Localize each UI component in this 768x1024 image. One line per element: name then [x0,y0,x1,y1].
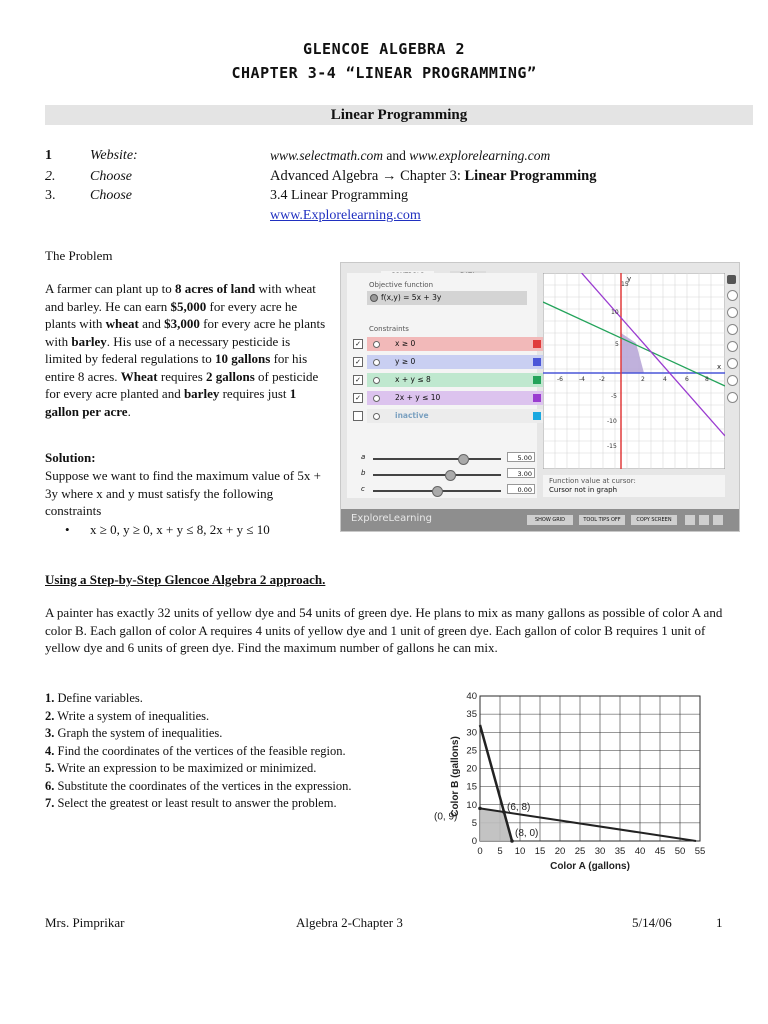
cursor-readout [543,475,725,497]
radio-icon[interactable] [373,395,380,402]
gizmo-tick-x: -2 [599,376,605,383]
problem-paragraph: A farmer can plant up to 8 acres of land with wheat and barley. He can earn $5,000 for every acre he plants with wheat and $3,000 for every acre he plants with barley. His use of a necessary pesticide is limited by federal regulations to 10 gallons for his entire 8 acres. Wheat requires 2 gallons of pesticide for every acre planted and barley requires just 1 gallon per acre. [45,281,326,419]
slider-thumb[interactable] [445,470,456,481]
constraint-row[interactable] [355,373,545,387]
problem-heading: The Problem [45,248,113,263]
tool-tips-button[interactable]: TOOL TIPS OFF [579,515,625,525]
x-tick-label: 10 [514,846,526,857]
objective-field[interactable] [367,291,527,305]
and-text: and [382,148,410,163]
radio-icon [370,294,378,302]
gizmo-tick-y: -5 [611,393,617,400]
constraint-text: 2x + y ≤ 10 [395,393,441,402]
step-text: Substitute the coordinates of the vertices in the expression. [54,778,352,793]
gizmo-footer [341,509,739,531]
gizmo-tick-x: 6 [685,376,689,383]
x-tick-label: 20 [554,846,566,857]
glencoe-chart [430,684,730,876]
y-tick-label: 20 [466,763,477,775]
y-tick-label: 35 [466,709,477,721]
glencoe-step [45,743,430,761]
gizmo-x-label: x [717,363,722,371]
step-number: 7. [45,796,55,810]
x-tick-label: 55 [694,846,706,857]
step-number: 1. [45,691,55,705]
cursor-label: Function value at cursor: [549,477,636,485]
step-text: Write an expression to be maximized or minimized. [54,761,317,775]
gizmo-screenshot [340,262,740,532]
glencoe-step [45,725,430,743]
glencoe-step [45,690,430,708]
slider-label: b [361,469,366,477]
step-number: 3. [45,726,55,740]
gizmo-y-label: y [627,275,632,283]
x-tick-label: 5 [497,846,503,857]
step-text: Graph the system of inequalities. [54,726,223,740]
constraints-bullet: x ≥ 0, y ≥ 0, x + y ≤ 8, 2x + y ≤ 10 [90,522,270,537]
constraint-text: inactive [395,411,429,420]
slider-row [357,469,537,481]
gizmo-tick-x: 2 [641,376,645,383]
x-tick-label: 0 [477,846,483,857]
doc-title-line2: CHAPTER 3-4 “LINEAR PROGRAMMING” [231,64,537,82]
step-3-num: 3. [45,188,56,203]
bullet-dot: • [65,522,70,537]
slider-thumb[interactable] [458,454,469,465]
glencoe-step [45,708,430,726]
x-tick-label: 15 [534,846,546,857]
x-tick-label: 30 [594,846,606,857]
color-swatch[interactable] [533,358,541,366]
toolbar-icon[interactable] [727,275,736,284]
x-tick-label: 45 [654,846,666,857]
x-tick-label: 35 [614,846,626,857]
step-number: 4. [45,743,55,758]
color-swatch[interactable] [533,376,541,384]
step-text: Find the coordinates of the vertices of the feasible region. [54,743,346,758]
vertex-label: (0, 9) [434,811,458,823]
step-text: Write a system of inequalities. [54,708,210,723]
radio-icon[interactable] [373,341,380,348]
brand-logo: ExploreLearning [351,513,432,524]
y-tick-label: 10 [466,799,477,811]
reset-icon[interactable] [713,515,723,525]
step-3-value: 3.4 Linear Programming [270,188,409,203]
vertex-point [478,807,482,811]
controls-panel [347,273,537,498]
y-tick-label: 5 [471,817,477,829]
slider-value-input[interactable]: 0.00 [507,484,535,494]
slider-row [357,485,537,497]
color-swatch[interactable] [533,412,541,420]
x-tick-label: 25 [574,846,586,857]
checkbox-icon[interactable]: ✓ [353,375,363,385]
footer-author: Mrs. Pimprikar [45,915,125,930]
slider-track[interactable] [373,474,501,476]
objective-label: Objective function [369,281,434,289]
step-text: Define variables. [54,691,143,705]
radio-icon[interactable] [373,359,380,366]
step-number: 6. [45,778,55,793]
gizmo-tick-x: -6 [557,376,563,383]
checkbox-icon[interactable]: ✓ [353,357,363,367]
constraint-text: x + y ≤ 8 [395,375,431,384]
x-tick-label: 40 [634,846,646,857]
step-number: 2. [45,708,55,723]
objective-text: f(x,y) = 5x + 3y [381,293,442,302]
vertex-point [502,810,506,814]
glencoe-steps [45,690,430,813]
step-1 [45,148,52,164]
glencoe-problem: A painter has exactly 32 units of yellow dye and 54 units of green dye. He plans to mix as many gallons as possible of color A and color B. Each gallon of color A requires 4 units of yellow dye and 1 unit of green dye. Each gallon of color B requires 1 unit of yellow dye and 6 units of green dye. Find the maximum number of gallons he can mix. [45,605,723,655]
step-number: 5. [45,761,55,775]
gizmo-tick-y: 10 [611,309,619,316]
x-tick-label: 50 [674,846,686,857]
y-axis-label: Color B (gallons) [450,736,461,817]
show-grid-button[interactable]: SHOW GRID [527,515,573,525]
slider-value-input[interactable]: 5.00 [507,452,535,462]
color-swatch[interactable] [533,340,541,348]
chapter-text: Chapter 3: [396,168,465,184]
solution-text: Suppose we want to find the maximum value of 5x + 3y where x and y must satisfy the following constraints [45,468,321,518]
zoom-in-icon[interactable] [727,290,738,301]
constraint-row[interactable] [355,391,545,405]
step-1-value [270,148,550,164]
zoom-out-icon[interactable] [727,307,738,318]
gizmo-tick-y: -15 [607,443,617,450]
step-2-value [270,168,596,185]
step-2-num: 2. [45,169,56,184]
step-num: 1 [45,148,52,163]
y-tick-label: 15 [466,781,477,793]
y-tick-label: 0 [471,836,477,847]
glencoe-step [45,795,430,813]
step-3-label: Choose [90,188,132,203]
gizmo-tick-y: 15 [621,281,629,288]
slider-label: a [361,453,366,461]
footer-course: Algebra 2-Chapter 3 [296,915,403,930]
zoom-out-icon[interactable] [727,392,738,403]
copy-screen-button[interactable]: COPY SCREEN [631,515,677,525]
slider-row [357,453,537,465]
checkbox-icon[interactable]: ✓ [353,339,363,349]
color-swatch[interactable] [533,394,541,402]
y-tick-label: 40 [466,691,477,702]
linear-programming-bold: Linear Programming [464,168,597,184]
x-axis-label: Color A (gallons) [550,861,630,872]
solution-heading: Solution: [45,450,96,465]
glencoe-step [45,778,430,796]
constraint-row[interactable] [355,355,545,369]
glencoe-heading: Using a Step-by-Step Glencoe Algebra 2 approach. [45,572,326,587]
selectmath-link[interactable]: www.selectmath.com [270,148,383,163]
vertex-label: (8, 0) [515,828,539,839]
zoom-out-icon[interactable] [727,341,738,352]
help-icon[interactable] [685,515,695,525]
step-1-label: Website: [90,148,138,163]
constraint-text: y ≥ 0 [395,357,416,366]
explorelearning-text[interactable]: www.explorelearning.com [409,148,551,163]
gizmo-tick-x: 4 [663,376,667,383]
zoom-in-icon[interactable] [727,324,738,335]
footer-date: 5/14/06 [632,915,672,930]
vertex-point [510,839,514,843]
gizmo-tick-x: -4 [579,376,585,383]
constraint-row[interactable] [355,337,545,351]
constraints-label: Constraints [369,325,409,333]
radio-icon[interactable] [373,377,380,384]
advanced-algebra-text: Advanced Algebra [270,168,382,184]
radio-icon[interactable] [373,413,380,420]
step-text: Select the greatest or least result to answer the problem. [54,796,337,810]
checkbox-icon[interactable] [353,411,363,421]
gizmo-tick-y: 5 [615,341,619,348]
constraint-text: x ≥ 0 [395,339,416,348]
section-title: Linear Programming [45,105,753,125]
play-icon[interactable] [699,515,709,525]
vertex-label: (6, 8) [507,802,531,813]
slider-value-input[interactable]: 3.00 [507,468,535,478]
gizmo-tick-x: 8 [705,376,709,383]
slider-thumb[interactable] [432,486,443,497]
arrow-icon: → [381,168,397,184]
doc-title-line1: GLENCOE ALGEBRA 2 [302,40,466,58]
graph-toolbar [727,275,737,445]
y-tick-label: 30 [466,727,477,739]
glencoe-step [45,760,430,778]
slider-track[interactable] [373,458,501,460]
constraint-row[interactable] [367,409,545,423]
gizmo-graph[interactable] [543,273,725,469]
cursor-value: Cursor not in graph [549,486,618,494]
zoom-in-icon[interactable] [727,375,738,386]
pan-icon[interactable] [727,358,738,369]
gizmo-tick-y: -10 [607,418,617,425]
explorelearning-link[interactable]: www.Explorelearning.com [270,208,421,223]
footer-page: 1 [716,915,723,930]
step-2-label: Choose [90,169,132,184]
checkbox-icon[interactable]: ✓ [353,393,363,403]
y-tick-label: 25 [466,745,477,757]
slider-label: c [361,485,365,493]
